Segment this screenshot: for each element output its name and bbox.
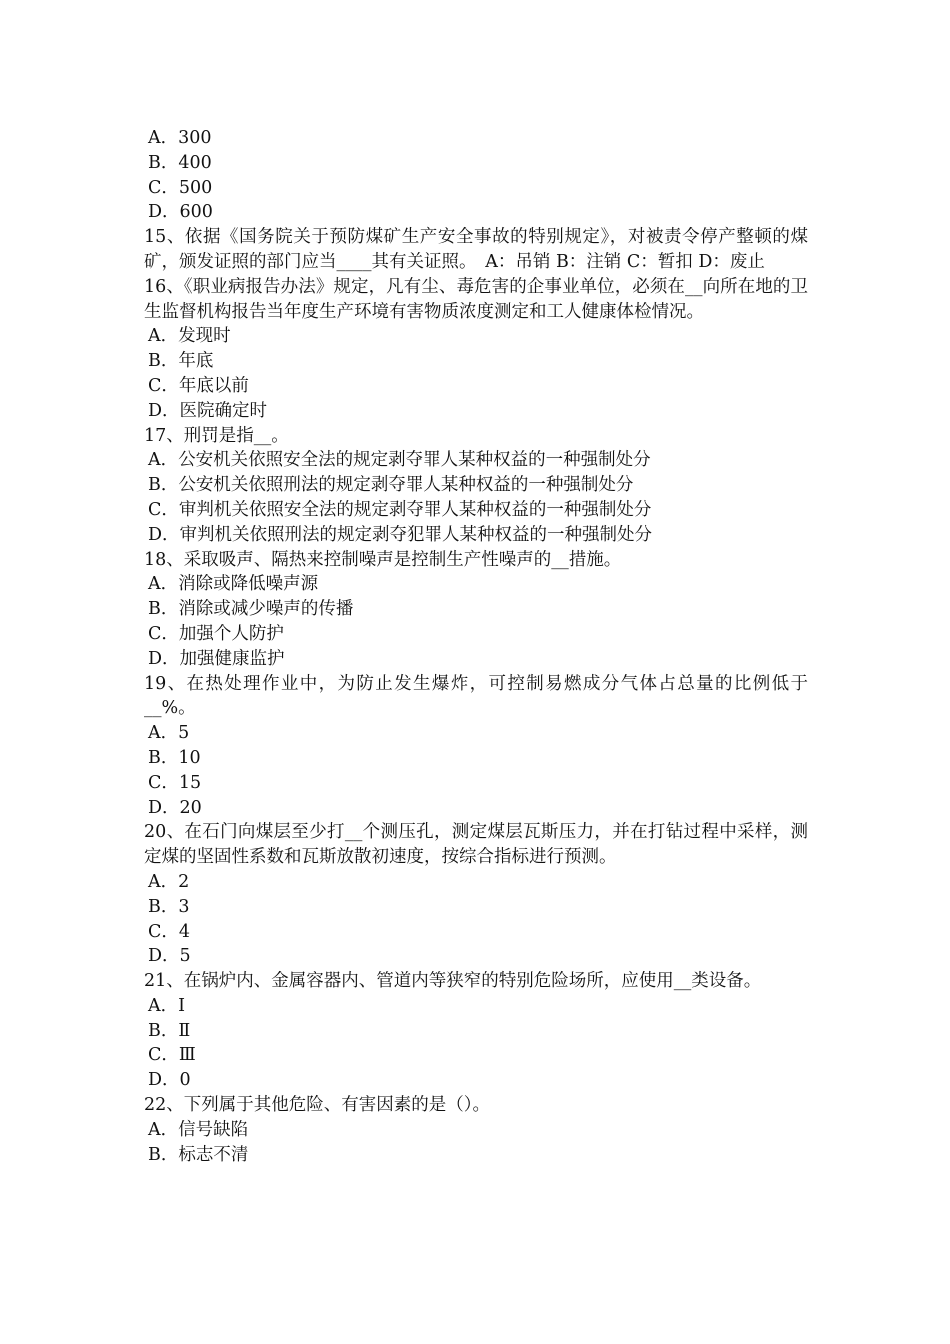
answer-option: B．3 [148,896,190,917]
answer-option: A．信号缺陷 [148,1119,249,1140]
answer-option: A．300 [148,128,212,148]
answer-option: D．医院确定时 [148,400,268,421]
question-text: 20、在石门向煤层至少打__个测压孔，测定煤层瓦斯压力，并在打钻过程中采样，测定煤的坚固性系数和瓦斯放散初速度，按综合指标进行预测。 [144,822,808,868]
question-text: 18、采取吸声、隔热来控制噪声是控制生产性噪声的__措施。 [144,549,622,570]
answer-option: B．400 [148,152,212,173]
answer-option: B．标志不清 [148,1144,249,1165]
answer-option: A．发现时 [148,326,231,347]
answer-option: D．20 [148,797,202,818]
answer-option: C．年底以前 [148,375,249,396]
answer-option: D．600 [148,202,213,223]
answer-option: C．500 [148,177,213,198]
answer-option: A．Ⅰ [148,995,186,1016]
answer-option: C．4 [148,921,191,942]
answer-option: D．0 [148,1070,191,1091]
document-body [144,126,808,1167]
question-text: 22、下列属于其他危险、有害因素的是（）。 [144,1095,491,1116]
answer-option: C．Ⅲ [148,1045,196,1066]
answer-option: D．5 [148,946,191,967]
answer-option: C．加强个人防护 [148,623,284,644]
answer-option: A．2 [148,871,190,892]
answer-option: A．消除或降低噪声源 [148,574,319,595]
question-text: 15、依据《国务院关于预防煤矿生产安全事故的特别规定》，对被责令停产整顿的煤矿，颁发证照的部门应当____其有关证照。 A：吊销 B：注销 C：暂扣 D：废止 [144,227,808,272]
answer-option: D．审判机关依照刑法的规定剥夺犯罪人某种权益的一种强制处分 [148,524,653,545]
answer-option: B．年底 [148,351,214,372]
answer-option: B．Ⅱ [148,1020,191,1041]
answer-option: B．10 [148,747,201,768]
question-text: 16、《职业病报告办法》规定，凡有尘、毒危害的企事业单位，必须在__向所在地的卫生监督机构报告当年度生产环境有害物质浓度测定和工人健康体检情况。 [144,276,808,322]
question-text: 17、刑罚是指__。 [144,425,289,446]
answer-option: B．公安机关依照刑法的规定剥夺罪人某种权益的一种强制处分 [148,475,634,496]
answer-option: A．公安机关依照安全法的规定剥夺罪人某种权益的一种强制处分 [148,450,651,471]
answer-option: C．审判机关依照安全法的规定剥夺罪人某种权益的一种强制处分 [148,499,652,520]
question-text: 19、在热处理作业中，为防止发生爆炸，可控制易燃成分气体占总量的比例低于__%。 [144,673,808,719]
answer-option: D．加强健康监护 [148,648,285,669]
answer-option: C．15 [148,772,202,793]
answer-option: A．5 [148,723,190,744]
question-text: 21、在锅炉内、金属容器内、管道内等狭窄的特别危险场所，应使用__类设备。 [144,971,762,992]
answer-option: B．消除或减少噪声的传播 [148,599,354,620]
